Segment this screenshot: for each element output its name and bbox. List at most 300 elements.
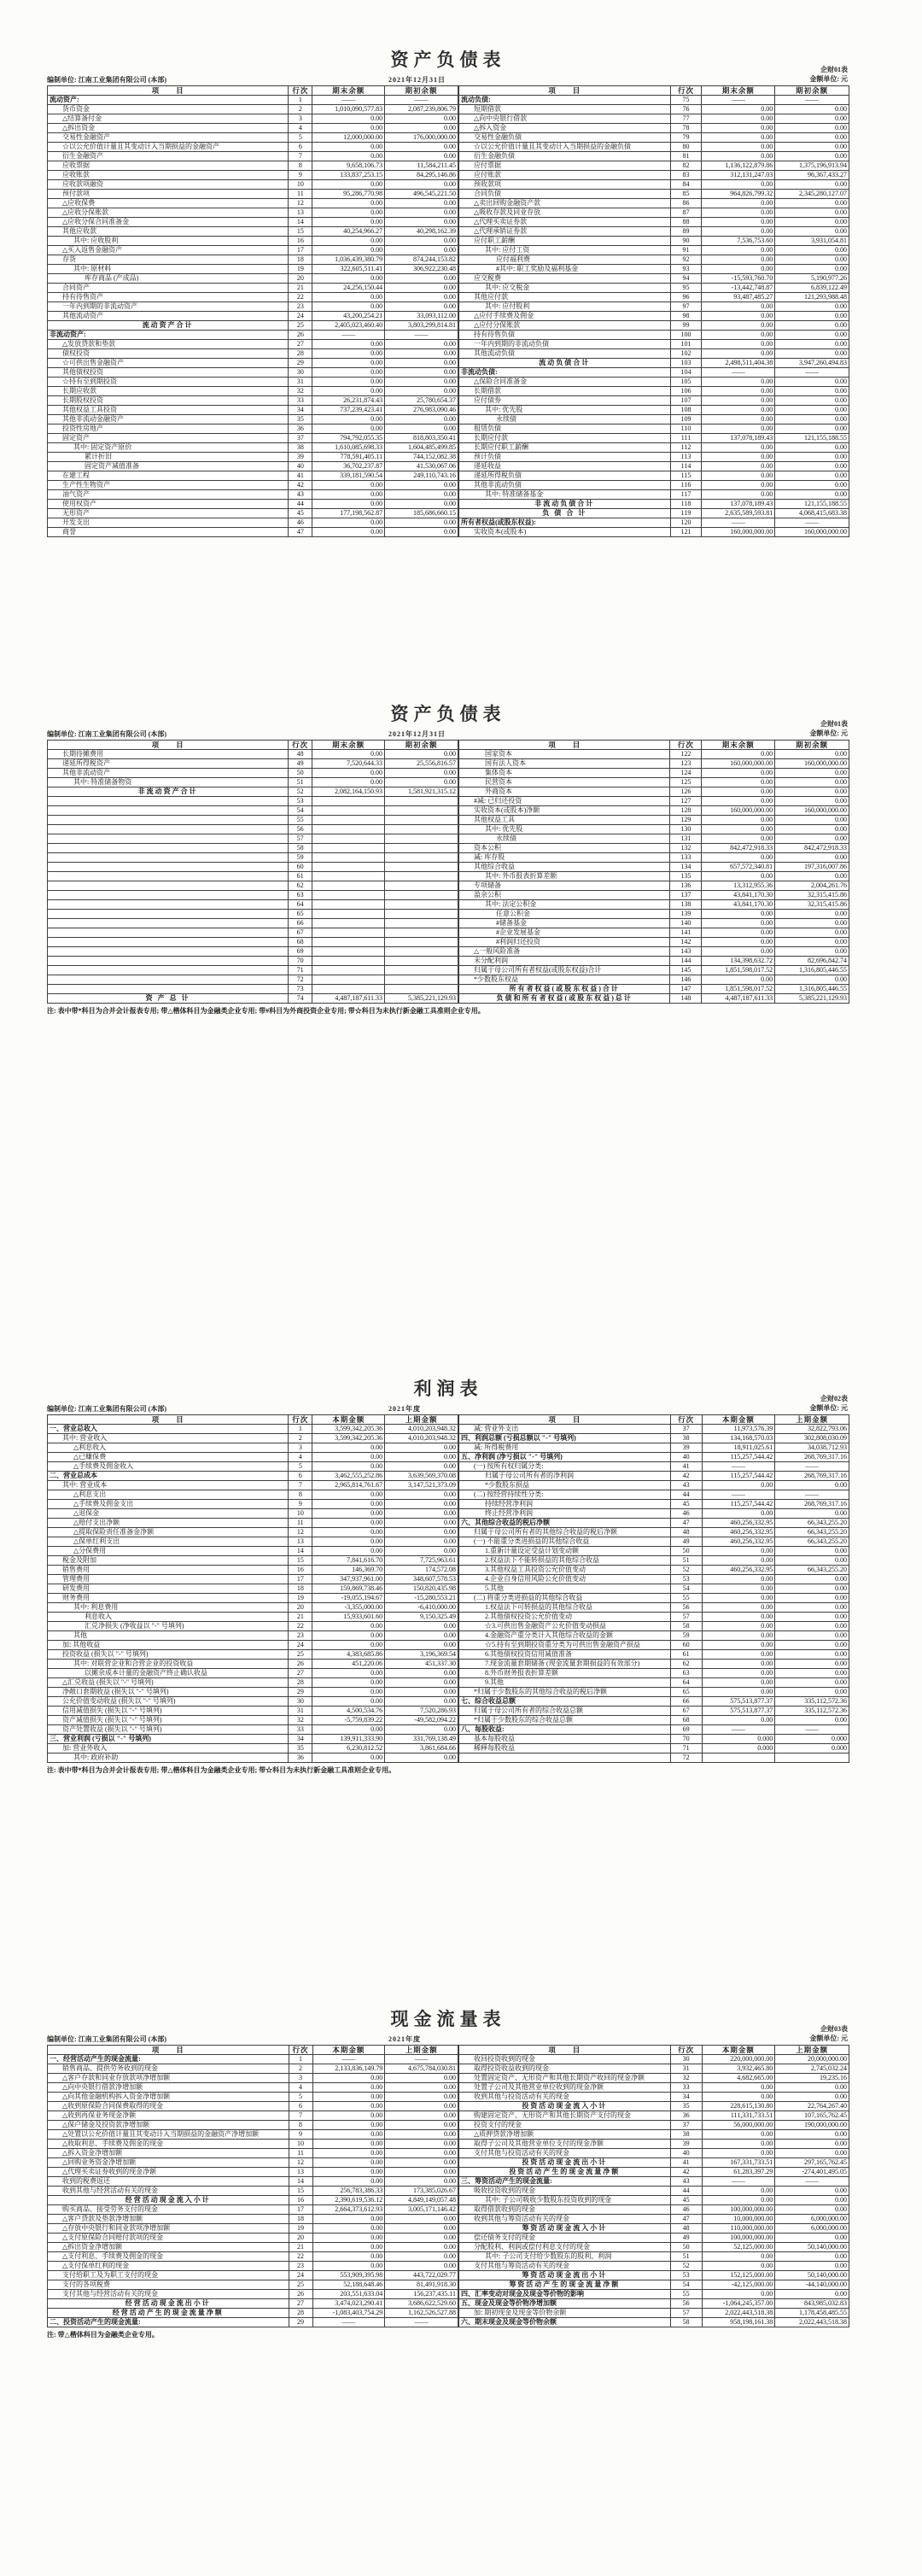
cell-item: 永续债: [458, 415, 670, 424]
cell-line-no: 32: [289, 387, 312, 396]
cell-amount-prior: [385, 910, 458, 919]
cell-line-no: 51: [289, 778, 312, 787]
cell-amount-current: 0.00: [312, 1631, 385, 1641]
cell-amount-current: 0.00: [702, 331, 775, 340]
cell-item: 2.权益法下不能转损益的其他综合收益: [458, 1556, 670, 1566]
table-row: [458, 1500, 849, 1509]
cell-amount-current: 0.00: [702, 750, 775, 759]
cell-item: (二) 按经营持续性分类:: [458, 1490, 670, 1500]
table-row: [458, 218, 849, 227]
cell-amount-prior: 22,764,267.40: [775, 2102, 849, 2111]
cell-item: 收到其他与投资活动有关的现金: [458, 2093, 670, 2102]
cell-amount-current: 0.00: [702, 265, 775, 274]
table-row: [48, 218, 458, 227]
cell-line-no: 138: [670, 900, 702, 910]
cell-line-no: 38: [670, 2130, 702, 2140]
table-row: [48, 312, 458, 321]
table-row: [48, 1509, 458, 1519]
cell-item: [48, 872, 289, 881]
cell-amount-prior: 0.00: [385, 2111, 458, 2121]
table-row: [458, 985, 849, 994]
cell-item: ☆以公允价值计量且其变动计入当期损益的金融资产: [48, 143, 289, 152]
cell-item: [48, 797, 289, 806]
cell-amount-current: 0.00: [702, 2130, 775, 2140]
cell-line-no: 36: [670, 2111, 702, 2121]
cell-line-no: 53: [289, 797, 312, 806]
cell-item: 4.企业自身信用风险公允价值变动: [458, 1575, 670, 1584]
cell-item: 四、汇率变动对现金及现金等价物的影响: [458, 2290, 670, 2299]
cell-line-no: 27: [289, 340, 312, 349]
table-row: [48, 2309, 458, 2318]
cell-item: [48, 825, 289, 834]
cash-flow-statement: [47, 2009, 849, 2339]
cell-line-no: 63: [670, 1669, 702, 1678]
table-row: [458, 2252, 849, 2262]
cell-amount-current: 0.00: [702, 218, 775, 227]
table-row: [458, 443, 849, 453]
cell-amount-prior: 1,604,485,499.85: [385, 443, 458, 453]
cell-amount-current: 0.00: [702, 349, 775, 359]
cell-item: 应交税费: [458, 274, 670, 284]
cell-amount-prior: 348,607,578.53: [385, 1575, 458, 1584]
cell-item: 四、利润总额 (亏损总额以 "-" 号填列): [458, 1434, 670, 1443]
cell-amount-prior: 0.00: [775, 1613, 849, 1622]
cell-amount-prior: 0.00: [385, 2177, 458, 2187]
cell-item: △代理买卖证券收到的现金净额: [48, 2168, 289, 2177]
cell-amount-current: 0.00: [312, 237, 385, 246]
cell-amount-current: 0.00: [702, 471, 775, 481]
table-row: [458, 453, 849, 462]
cell-item: △提取保险责任准备金净额: [48, 1528, 289, 1537]
cell-line-no: 46: [289, 518, 312, 528]
cell-amount-current: 0.00: [702, 1660, 775, 1669]
cell-line-no: 84: [670, 180, 702, 190]
table-row: [48, 152, 458, 161]
cell-item: 实收资本(或股本)净额: [458, 806, 669, 816]
cell-amount-prior: 0.00: [775, 2149, 849, 2158]
cell-amount-prior: 4,010,203,948.32: [385, 1425, 458, 1434]
cell-amount-prior: -6,410,000.00: [385, 1603, 458, 1613]
table-row: [48, 500, 458, 509]
table-row: [48, 509, 458, 518]
table-row: [458, 2083, 849, 2093]
cell-item: 收到的税费返还: [48, 2177, 289, 2187]
table-row: [458, 2205, 849, 2215]
cell-item: 其中: 法定公积金: [458, 900, 669, 910]
report-date: 2021年12月31日: [388, 76, 446, 84]
cell-amount-prior: 0.00: [385, 1537, 458, 1547]
cell-amount-prior: 0.00: [385, 2130, 458, 2140]
cell-item: 三、筹资活动产生的现金流量:: [458, 2177, 670, 2187]
cell-amount-current: 43,200,254.21: [312, 312, 385, 321]
cell-amount-prior: 0.00: [385, 490, 458, 500]
cell-amount-current: 228,615,130.80: [702, 2102, 775, 2111]
cell-item: 一、营业总收入: [48, 1425, 289, 1434]
cell-amount-prior: 32,315,415.86: [775, 900, 849, 910]
cell-amount-prior: 335,112,572.36: [775, 1707, 849, 1716]
cell-amount-current: 2,664,373,612.93: [312, 2205, 385, 2215]
cell-amount-current: 0.00: [312, 1519, 385, 1528]
cell-amount-current: 964,826,799.32: [702, 190, 775, 199]
cell-line-no: 56: [670, 2299, 702, 2309]
cell-amount-current: 0.00: [312, 500, 385, 509]
column-header: 项 目: [458, 2046, 670, 2055]
cell-amount-current: 4,487,187,611.33: [702, 994, 775, 1004]
cell-line-no: 9: [289, 2130, 312, 2140]
table-row: [458, 2271, 849, 2280]
cell-item: 交易性金融资产: [48, 133, 289, 143]
cell-line-no: 98: [670, 312, 702, 321]
cell-amount-prior: 0.00: [775, 2196, 849, 2205]
cell-line-no: 47: [289, 528, 312, 537]
cell-item: 收到其他与筹资活动有关的现金: [458, 2215, 670, 2224]
table-row: [458, 2290, 849, 2299]
cell-amount-current: 2,965,814,761.67: [312, 1481, 385, 1490]
cell-item: 未分配利润: [458, 957, 669, 966]
cell-amount-prior: 0.00: [775, 1650, 849, 1660]
cell-amount-current: [312, 938, 385, 947]
cell-item: 商誉: [48, 528, 289, 537]
cell-amount-current: 0.00: [312, 769, 385, 778]
cell-line-no: 55: [289, 816, 312, 825]
table-row: [458, 2140, 849, 2149]
table-row: [48, 759, 458, 769]
cell-item: 预付款项: [48, 190, 289, 199]
table-row: [458, 863, 849, 872]
cell-line-no: 41: [670, 2158, 702, 2168]
cell-amount-current: 460,256,332.95: [702, 1566, 775, 1575]
cell-item: 经营活动现金流入小计: [48, 2196, 289, 2205]
cell-amount-prior: 0.00: [385, 180, 458, 190]
cell-line-no: 70: [289, 957, 312, 966]
cell-line-no: 65: [670, 1688, 702, 1697]
column-header: 本期金额: [312, 2046, 385, 2055]
cell-line-no: 79: [670, 133, 702, 143]
report-period: 2021年度: [388, 2035, 421, 2043]
cell-amount-current: ——: [702, 368, 775, 378]
cell-line-no: 3: [289, 1443, 312, 1453]
cell-item: 长期应收款: [48, 387, 289, 396]
cell-amount-prior: 1,316,805,446.55: [775, 966, 849, 975]
cell-line-no: 37: [670, 2121, 702, 2130]
cell-item: 外商资本: [458, 787, 669, 797]
cell-amount-current: 0.00: [312, 2215, 385, 2224]
cell-amount-current: 9,658,106.73: [312, 161, 385, 171]
cell-amount-current: 657,572,340.81: [702, 863, 775, 872]
cell-amount-prior: 41,530,067.06: [385, 462, 458, 471]
table-row: [458, 490, 849, 500]
table-row: [48, 1434, 458, 1443]
cell-amount-current: 0.00: [312, 2130, 385, 2140]
cell-amount-prior: 0.00: [775, 928, 849, 938]
cell-item: △一般风险准备: [458, 947, 669, 957]
cell-line-no: 68: [670, 1716, 702, 1725]
cell-line-no: 115: [670, 471, 702, 481]
cell-amount-prior: 32,822,793.06: [775, 1425, 849, 1434]
cell-amount-current: 0.00: [702, 1631, 775, 1641]
cell-amount-prior: 0.00: [385, 500, 458, 509]
cell-item: 长期借款: [458, 387, 670, 396]
table-row: [48, 1566, 458, 1575]
table-row: [48, 180, 458, 190]
cell-line-no: 40: [670, 1453, 702, 1462]
cell-line-no: 13: [289, 208, 312, 218]
cell-line-no: 44: [670, 1490, 702, 1500]
cell-item: △保险合同准备金: [458, 378, 670, 387]
cell-amount-current: 11,973,576.39: [702, 1425, 775, 1434]
table-row: [458, 1660, 849, 1669]
cell-item: 其中: 应收股利: [48, 237, 289, 246]
cell-amount-current: 3,599,342,205.36: [312, 1425, 385, 1434]
table-row: [48, 199, 458, 208]
cell-amount-current: 1,851,598,017.52: [702, 985, 775, 994]
cell-amount-prior: 249,110,743.16: [385, 471, 458, 481]
cell-line-no: 92: [670, 255, 702, 265]
table-row: [48, 2234, 458, 2243]
cell-amount-prior: 0.00: [775, 750, 849, 759]
table-row: [458, 2224, 849, 2234]
cell-line-no: 31: [289, 1707, 312, 1716]
cell-amount-current: 0.00: [702, 825, 775, 834]
cell-amount-current: 0.00: [702, 938, 775, 947]
table-row: [48, 406, 458, 415]
cell-item: 资 产 总 计: [48, 994, 289, 1004]
cell-amount-current: 2,635,589,593.81: [702, 509, 775, 518]
cell-item: △保户储金及投资款净增加额: [48, 2121, 289, 2130]
cell-amount-current: 0.00: [312, 1500, 385, 1509]
table-row: [48, 2140, 458, 2149]
cell-line-no: 12: [289, 1528, 312, 1537]
cell-item: 其中: 特准储备基金: [458, 490, 670, 500]
cell-amount-prior: 0.00: [775, 1594, 849, 1603]
cell-item: △拆出资金: [48, 124, 289, 133]
cell-line-no: 22: [289, 293, 312, 302]
cell-amount-prior: 0.00: [775, 265, 849, 274]
cell-amount-prior: 268,769,317.16: [775, 1500, 849, 1509]
cell-line-no: 32: [289, 1716, 312, 1725]
cell-amount-current: 0.00: [702, 778, 775, 787]
cell-item: △保单红利支出: [48, 1537, 289, 1547]
cell-item: ☆以公允价值计量且其变动计入当期损益的金融负债: [458, 143, 670, 152]
cell-item: 财务费用: [48, 1594, 289, 1603]
cell-item: ☆可供出售金融资产: [48, 359, 289, 368]
cell-line-no: 135: [670, 872, 702, 881]
cell-item: 应付票据: [458, 161, 670, 171]
cell-item: [48, 900, 289, 910]
cell-amount-prior: 4,010,203,948.32: [385, 1434, 458, 1443]
cell-line-no: 18: [289, 255, 312, 265]
table-row: [48, 2318, 458, 2327]
table-row: [458, 1481, 849, 1490]
table-row: [48, 1603, 458, 1613]
cell-amount-prior: 0.00: [775, 406, 849, 415]
cell-amount-prior: 0.00: [775, 227, 849, 237]
cell-amount-current: 575,513,877.37: [702, 1697, 775, 1707]
cell-amount-current: 0.00: [312, 2093, 385, 2102]
cell-amount-current: 0.00: [702, 853, 775, 863]
cell-amount-current: 100,000,000.00: [702, 2205, 775, 2215]
table-row: [458, 1443, 849, 1453]
cell-item: #减: 已归还投资: [458, 797, 669, 806]
cell-line-no: 19: [289, 2224, 312, 2234]
cell-line-no: 8: [289, 161, 312, 171]
cell-amount-prior: 0.00: [775, 834, 849, 844]
cell-amount-prior: 0.00: [775, 816, 849, 825]
cell-amount-current: -3,355,000.00: [312, 1603, 385, 1613]
table-row: [458, 1707, 849, 1716]
cell-item: 取得子公司及其他营业单位支付的现金净额: [458, 2140, 670, 2149]
cell-line-no: 123: [670, 759, 702, 769]
cell-amount-current: ——: [702, 1490, 775, 1500]
cell-amount-current: 115,257,544.42: [702, 1500, 775, 1509]
table-row: [48, 881, 458, 891]
cell-amount-current: [312, 928, 385, 938]
cell-amount-prior: 5,385,221,129.93: [775, 994, 849, 1004]
cell-amount-prior: 0.00: [385, 302, 458, 312]
cell-item: 支付其他与投资活动有关的现金: [458, 2149, 670, 2158]
cell-amount-prior: ——: [775, 518, 849, 528]
cell-amount-prior: 0.00: [775, 2130, 849, 2140]
cell-item: △存放中央银行和同业款项净增加额: [48, 2224, 289, 2234]
table-row: [48, 2130, 458, 2140]
cell-line-no: 87: [670, 208, 702, 218]
cell-line-no: 48: [289, 750, 312, 759]
cell-line-no: 10: [289, 2140, 312, 2149]
cell-line-no: 50: [670, 1547, 702, 1556]
cell-item: 投资活动产生的现金流量净额: [458, 2168, 670, 2177]
table-row: [48, 1631, 458, 1641]
cell-line-no: 117: [670, 490, 702, 500]
cell-amount-current: 52,125,000.00: [702, 2243, 775, 2252]
cell-amount-prior: 6,000,000.00: [775, 2224, 849, 2234]
cell-line-no: 55: [670, 2290, 702, 2299]
cell-amount-current: 0.00: [312, 1678, 385, 1688]
cell-amount-current: 152,125,000.00: [702, 2271, 775, 2280]
header-row: [458, 2046, 849, 2055]
cell-amount-prior: 0.00: [775, 124, 849, 133]
table-row: [458, 237, 849, 246]
cell-line-no: 9: [289, 1500, 312, 1509]
table-row: [458, 2234, 849, 2243]
form-code: 企财01表: [820, 66, 848, 73]
table-row: [458, 1453, 849, 1462]
table-row: [48, 2121, 458, 2130]
cell-amount-prior: 443,722,029.77: [385, 2271, 458, 2280]
cell-item: 持有待售负债: [458, 331, 670, 340]
cell-item: 筹资活动现金流入小计: [458, 2224, 670, 2234]
table-row: [48, 265, 458, 274]
cell-amount-prior: 0.00: [385, 1519, 458, 1528]
cell-item: 一年内到期的非流动负债: [458, 340, 670, 349]
cell-amount-current: 7,841,616.70: [312, 1556, 385, 1566]
cell-line-no: 17: [289, 2205, 312, 2215]
column-header: 上期金额: [385, 1415, 458, 1425]
fin-table-left: [47, 85, 458, 537]
cell-item: 其中: 优先股: [458, 825, 669, 834]
table-row: [458, 1462, 849, 1472]
cell-item: 购建固定资产、无形资产和其他长期资产支付的现金: [458, 2111, 670, 2121]
cell-item: 其中: 子公司支付给少数股东的股利、利润: [458, 2252, 670, 2262]
cell-amount-prior: 1,375,196,913.94: [775, 161, 849, 171]
cell-amount-prior: 0.00: [775, 378, 849, 387]
cell-amount-current: 137,078,189.43: [702, 500, 775, 509]
header-row: [48, 1415, 458, 1425]
cell-line-no: 15: [289, 227, 312, 237]
cell-amount-current: 24,256,150.44: [312, 284, 385, 293]
cell-item: 五、净利润 (净亏损以 "-" 号填列): [458, 1453, 670, 1462]
cell-amount-prior: [775, 1753, 849, 1763]
cell-amount-current: 0.00: [312, 2234, 385, 2243]
cell-line-no: 57: [289, 834, 312, 844]
cell-item: 租赁负债: [458, 424, 670, 434]
table-row: [458, 133, 849, 143]
cell-item: 负债和所有者权益(或股东权益)总计: [458, 994, 669, 1004]
table-row: [48, 518, 458, 528]
cell-amount-current: 0.00: [312, 2111, 385, 2121]
cell-item: △支付原保险合同赔付款项的现金: [48, 2234, 289, 2243]
cell-amount-prior: 50,140,000.00: [775, 2271, 849, 2280]
cell-amount-prior: 33,093,112.00: [385, 312, 458, 321]
cell-item: 经营活动产生的现金流量净额: [48, 2309, 289, 2318]
cell-amount-current: 0.00: [702, 227, 775, 237]
cell-line-no: 43: [670, 1481, 702, 1490]
table-row: [458, 1735, 849, 1744]
cell-amount-current: 0.00: [702, 816, 775, 825]
cell-amount-current: 0.00: [312, 1509, 385, 1519]
cell-amount-current: 160,000,000.00: [702, 806, 775, 816]
cell-line-no: 62: [289, 881, 312, 891]
cell-amount-current: [702, 1753, 775, 1763]
cell-line-no: 127: [670, 797, 702, 806]
cell-amount-current: 52,188,648.46: [312, 2280, 385, 2290]
cell-item: △收到再保业务现金净额: [48, 2111, 289, 2121]
cell-item: △发放贷款和垫款: [48, 340, 289, 349]
cell-line-no: 58: [670, 1622, 702, 1631]
cell-line-no: 3: [289, 114, 312, 124]
cell-amount-prior: 3,803,299,814.81: [385, 321, 458, 331]
cell-item: 在建工程: [48, 471, 289, 481]
table-row: [458, 2196, 849, 2205]
cell-amount-prior: 0.00: [385, 2215, 458, 2224]
cell-amount-current: -1,083,403,754.29: [312, 2309, 385, 2318]
table-row: [48, 321, 458, 331]
cell-amount-current: 0.00: [702, 787, 775, 797]
table-row: [458, 500, 849, 509]
cell-amount-prior: 0.00: [775, 462, 849, 471]
cell-amount-current: 18,911,025.61: [702, 1443, 775, 1453]
cell-item: 其他非流动资产: [48, 769, 289, 778]
cell-amount-current: 0.00: [312, 2168, 385, 2177]
cell-amount-current: 177,198,562.87: [312, 509, 385, 518]
cell-amount-current: 0.00: [702, 114, 775, 124]
prepared-by: 编制单位: 江南工业集团有限公司 (本部): [47, 2035, 166, 2043]
page-title: 资产负债表: [390, 50, 506, 70]
table-row: [48, 462, 458, 471]
table-row: [458, 143, 849, 152]
cell-line-no: 28: [289, 2309, 312, 2318]
table-row: [48, 975, 458, 985]
cell-item: 投资支付的现金: [458, 2121, 670, 2130]
table-row: [48, 349, 458, 359]
table-row: [48, 1678, 458, 1688]
cell-line-no: 136: [670, 881, 702, 891]
cell-amount-current: 61,283,397.29: [702, 2168, 775, 2177]
cell-amount-prior: 0.00: [775, 415, 849, 424]
table-row: [458, 180, 849, 190]
cell-amount-prior: 268,769,317.16: [775, 1472, 849, 1481]
cell-amount-current: 13,312,955.36: [702, 881, 775, 891]
cell-amount-current: 0.00: [312, 2243, 385, 2252]
